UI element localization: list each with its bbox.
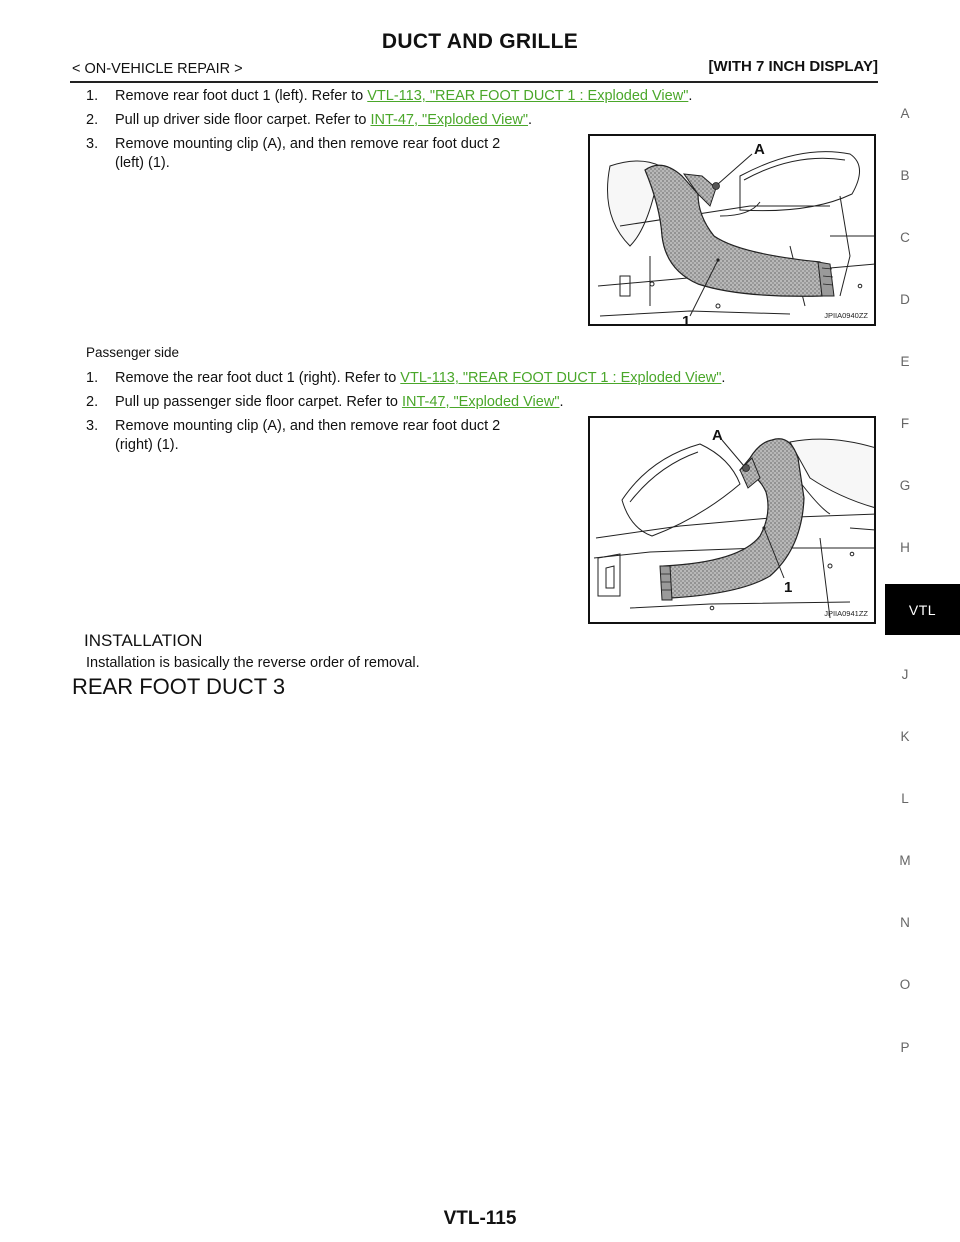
page-number: VTL-115 — [443, 1208, 517, 1229]
step-text: Remove mounting clip (A), and then remove rear foot duct 2 — [115, 418, 501, 434]
callout-1: 1 — [682, 313, 691, 328]
header-divider — [70, 81, 878, 83]
passenger-step-3 — [86, 417, 576, 455]
step-punctuation: . — [559, 394, 564, 410]
reference-link[interactable]: VTL-113, "REAR FOOT DUCT 1 : Exploded View" — [400, 370, 722, 386]
side-tab-vtl-active[interactable]: VTL — [885, 584, 960, 635]
step-text: Remove the rear foot duct 1 (right). Refer to — [115, 370, 401, 386]
rear-foot-duct-3-heading: REAR FOOT DUCT 3 — [72, 674, 286, 699]
step-punctuation: . — [721, 370, 726, 386]
side-tab-m[interactable]: M — [899, 853, 911, 868]
step-number: 3. — [86, 136, 99, 152]
passenger-side-heading: Passenger side — [86, 345, 180, 360]
step-text: Remove mounting clip (A), and then remove rear foot duct 2 — [115, 136, 501, 152]
callout-1: 1 — [784, 579, 793, 596]
step-number: 2. — [86, 112, 99, 128]
step-text: Remove rear foot duct 1 (left). Refer to — [115, 88, 368, 104]
side-tab-b[interactable]: B — [900, 168, 910, 183]
side-tab-o[interactable]: O — [899, 977, 911, 992]
step-text-continued: (right) (1). — [115, 437, 179, 453]
step-text: Pull up driver side floor carpet. Refer to — [115, 112, 371, 128]
section-label: < ON-VEHICLE REPAIR > — [72, 61, 243, 77]
driver-step-3 — [86, 135, 576, 173]
side-tab-a[interactable]: A — [900, 106, 910, 121]
driver-step-1 — [86, 87, 826, 106]
page-title: DUCT AND GRILLE — [381, 30, 579, 53]
side-tab-j[interactable]: J — [901, 667, 909, 682]
installation-heading: INSTALLATION — [84, 631, 203, 650]
step-number: 2. — [86, 394, 99, 410]
side-tab-h[interactable]: H — [900, 540, 910, 555]
installation-text: Installation is basically the reverse order of removal. — [86, 655, 420, 671]
step-text: Pull up passenger side floor carpet. Refer to — [115, 394, 402, 410]
passenger-step-2 — [86, 393, 826, 412]
step-number: 1. — [86, 88, 99, 104]
reference-link[interactable]: INT-47, "Exploded View" — [401, 394, 560, 410]
callout-a: A — [712, 427, 723, 444]
side-tab-e[interactable]: E — [900, 354, 910, 369]
side-tab-c[interactable]: C — [900, 230, 910, 245]
step-punctuation: . — [528, 112, 533, 128]
side-tab-n[interactable]: N — [900, 915, 910, 930]
step-punctuation: . — [688, 88, 693, 104]
display-variant-label: [WITH 7 INCH DISPLAY] — [708, 58, 878, 75]
duct-left-illustration — [590, 136, 876, 326]
figure-code: JPIIA0940ZZ — [824, 311, 868, 320]
figure-code: JPIIA0941ZZ — [824, 609, 868, 618]
side-tab-k[interactable]: K — [900, 729, 910, 744]
step-number: 1. — [86, 370, 99, 386]
passenger-step-1 — [86, 369, 826, 388]
side-tab-d[interactable]: D — [900, 292, 910, 307]
figure-rear-foot-duct-left — [588, 134, 876, 326]
driver-step-2 — [86, 111, 826, 130]
reference-link[interactable]: VTL-113, "REAR FOOT DUCT 1 : Exploded View" — [367, 88, 689, 104]
side-tab-g[interactable]: G — [899, 478, 911, 493]
step-number: 3. — [86, 418, 99, 434]
callout-a: A — [754, 141, 765, 158]
side-tab-p[interactable]: P — [900, 1040, 910, 1055]
reference-link[interactable]: INT-47, "Exploded View" — [370, 112, 529, 128]
side-tab-f[interactable]: F — [900, 416, 910, 431]
side-tab-l[interactable]: L — [901, 791, 909, 806]
step-text-continued: (left) (1). — [115, 155, 170, 171]
duct-right-illustration — [590, 418, 876, 624]
figure-rear-foot-duct-right — [588, 416, 876, 624]
